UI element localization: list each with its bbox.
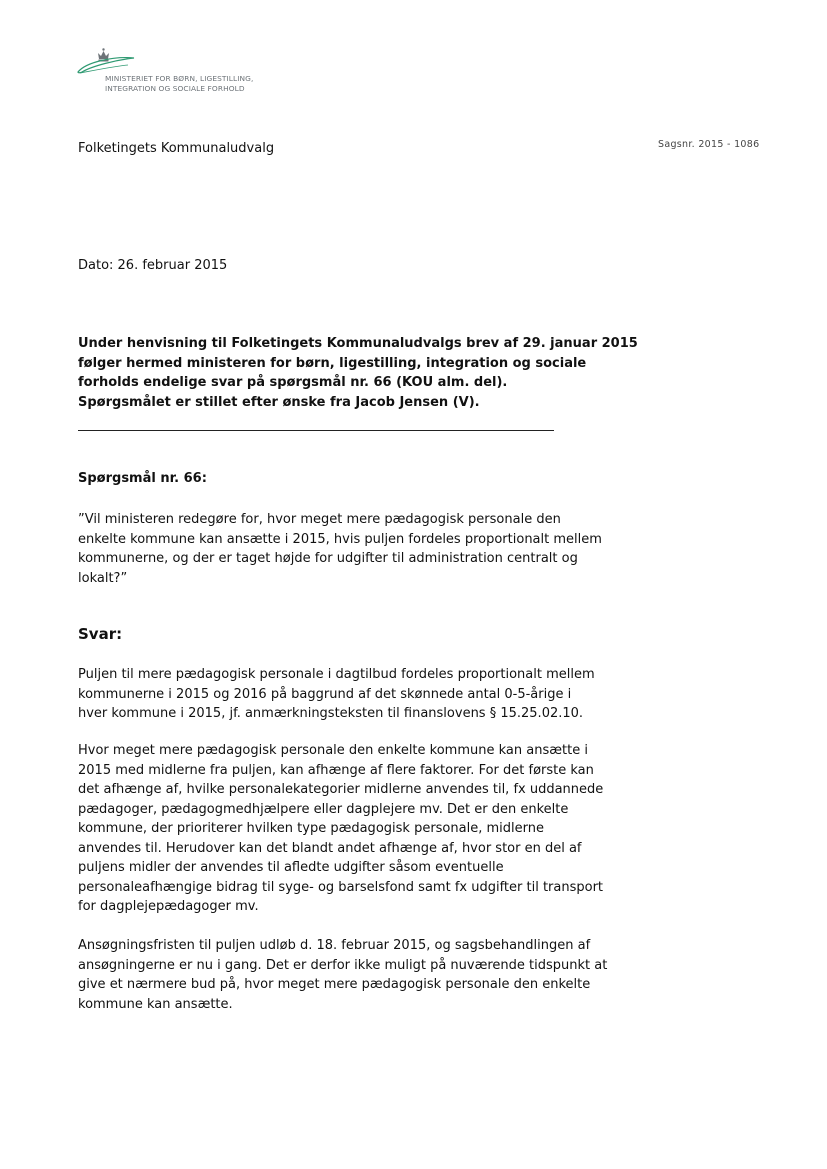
- answer-line: kommunerne i 2015 og 2016 på baggrund af det skønnede antal 0-5-årige i: [78, 686, 572, 702]
- horizontal-divider: [78, 430, 554, 431]
- ministry-name-line-1: MINISTERIET FOR BØRN, LIGESTILLING,: [105, 74, 254, 83]
- answer-line: Puljen til mere pædagogisk personale i dagtilbud fordeles proportionalt mellem: [78, 667, 595, 682]
- answer-paragraph-3: [78, 936, 607, 1014]
- question-line: kommunerne, og der er taget højde for udgifter til administration centralt og: [78, 551, 578, 566]
- intro-line: Spørgsmålet er stillet efter ønske fra Jacob Jensen (V).: [78, 394, 480, 410]
- recipient: Folketingets Kommunaludvalg: [78, 141, 275, 156]
- answer-line: give et nærmere bud på, hvor meget mere pædagogisk personale den enkelte: [78, 977, 591, 992]
- answer-line: hver kommune i 2015, jf. anmærkningsteksten til finanslovens § 15.25.02.10.: [78, 706, 584, 721]
- intro-paragraph: [78, 334, 638, 412]
- answer-line: ansøgningerne er nu i gang. Det er derfor ikke muligt på nuværende tidspunkt at: [78, 957, 608, 973]
- answer-paragraph-2: [78, 741, 603, 917]
- question-line: ”Vil ministeren redegøre for, hvor meget mere pædagogisk personale den: [78, 512, 561, 527]
- answer-line: Hvor meget mere pædagogisk personale den enkelte kommune kan ansætte i: [78, 743, 588, 758]
- letter-date: Dato: 26. februar 2015: [78, 258, 228, 273]
- answer-line: anvendes til. Herudover kan det blandt andet afhænge af, hvor stor en del af: [78, 840, 582, 856]
- answer-line: kommune, der prioriterer hvilken type pædagogisk personale, midlerne: [78, 821, 544, 836]
- case-number: Sagsnr. 2015 - 1086: [658, 139, 760, 150]
- question-heading: Spørgsmål nr. 66:: [78, 471, 207, 486]
- ministry-logo: [76, 46, 276, 98]
- intro-line: Under henvisning til Folketingets Kommunaludvalgs brev af 29. januar 2015: [78, 336, 638, 351]
- answer-line: personaleafhængige bidrag til syge- og barselsfond samt fx udgifter til transport: [78, 879, 604, 895]
- question-text: [78, 510, 602, 588]
- answer-line: det afhænge af, hvilke personalekategorier midlerne anvendes til, fx uddannede: [78, 782, 604, 797]
- question-line: lokalt?”: [78, 570, 128, 586]
- intro-line: forholds endelige svar på spørgsmål nr. 66 (KOU alm. del).: [78, 375, 508, 390]
- answer-line: for dagplejepædagoger mv.: [78, 899, 259, 914]
- answer-heading: Svar:: [78, 625, 123, 643]
- answer-paragraph-1: [78, 665, 595, 724]
- answer-line: 2015 med midlerne fra puljen, kan afhænge af flere faktorer. For det første kan: [78, 762, 594, 778]
- ministry-name-line-2: INTEGRATION OG SOCIALE FORHOLD: [105, 84, 245, 93]
- question-line: enkelte kommune kan ansætte i 2015, hvis puljen fordeles proportionalt mellem: [78, 531, 602, 547]
- answer-line: kommune kan ansætte.: [78, 996, 233, 1012]
- answer-line: puljens midler der anvendes til afledte udgifter såsom eventuelle: [78, 860, 504, 875]
- answer-line: Ansøgningsfristen til puljen udløb d. 18. februar 2015, og sagsbehandlingen af: [78, 938, 591, 953]
- intro-line: følger hermed ministeren for børn, ligestilling, integration og sociale: [78, 355, 587, 371]
- answer-line: pædagoger, pædagogmedhjælpere eller dagplejere mv. Det er den enkelte: [78, 801, 569, 817]
